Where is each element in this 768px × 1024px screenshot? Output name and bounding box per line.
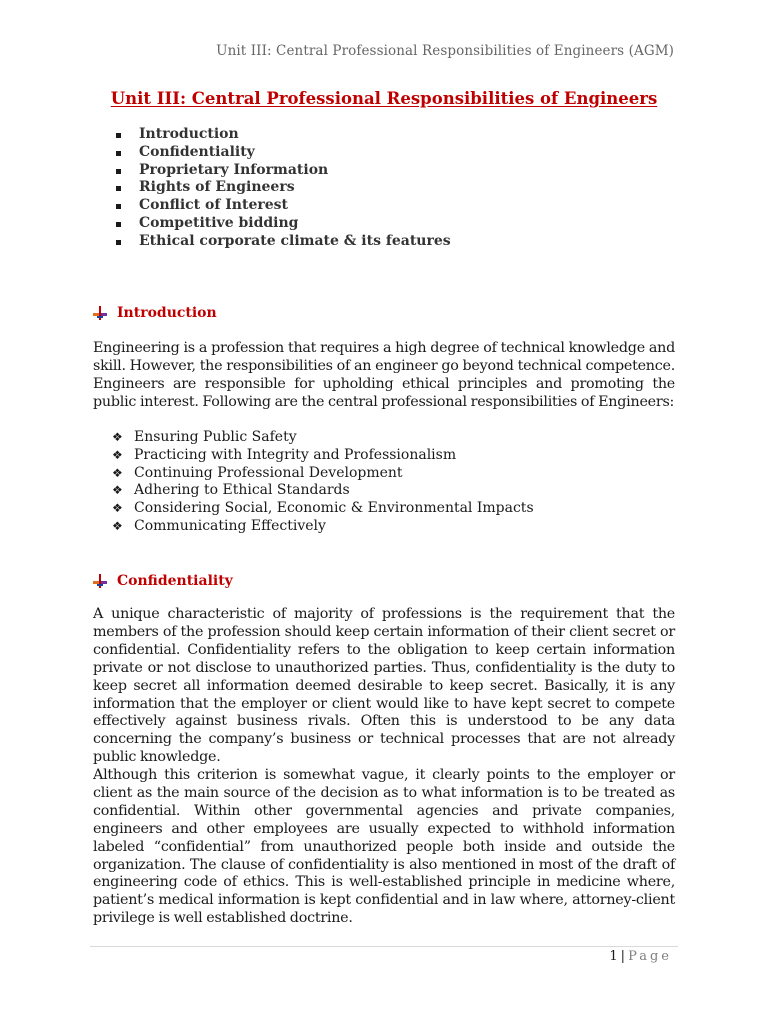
square-bullet-icon bbox=[116, 133, 121, 138]
square-bullet-icon bbox=[116, 151, 121, 156]
square-bullet-icon bbox=[116, 204, 121, 209]
diamond-bullet-icon: ❖ bbox=[112, 430, 123, 444]
square-bullet-icon bbox=[116, 240, 121, 245]
diamond-bullet-icon: ❖ bbox=[112, 518, 123, 533]
diamond-bullet-icon: ❖ bbox=[112, 447, 123, 462]
diamond-bullet-icon: ❖ bbox=[112, 501, 123, 516]
document-title: Unit III: Central Professional Responsibilities of Engineers bbox=[110, 89, 658, 108]
page-footer bbox=[609, 949, 672, 964]
square-bullet-icon bbox=[116, 222, 121, 227]
square-bullet-icon bbox=[116, 169, 121, 174]
square-bullet-icon bbox=[116, 186, 121, 191]
introduction-paragraph: Engineering is a profession that requires a high degree of technical knowledge and skill. However, the responsibilities of an engineer go beyond technical competence. Engineers are responsible for upholding ethical principles and promoting the public interest. Following are the central professional responsibilities of Engineers: bbox=[93, 340, 675, 410]
running-header: Unit III: Central Professional Responsibilities of Engineers (AGM) bbox=[216, 43, 674, 59]
footer-separator: | bbox=[620, 949, 626, 964]
page-number: 1 bbox=[609, 949, 618, 964]
cross-marker-icon bbox=[93, 306, 107, 320]
footer-divider bbox=[90, 946, 678, 947]
cross-marker-icon bbox=[93, 574, 107, 588]
diamond-bullet-icon: ❖ bbox=[112, 483, 123, 498]
page-label: Page bbox=[628, 949, 672, 964]
diamond-bullet-icon: ❖ bbox=[112, 465, 123, 480]
confidentiality-paragraph-1: A unique characteristic of majority of professions is the requirement that the members of the profession should keep certain information of their client secret or confidential. Confidentiality refers to the obligation to keep certain information private or not disclose to unauthorized parties. Thus, confidentiality is the duty to keep secret all information deemed desirable to keep secret. Basically, it is any information that the employer or client would like to have kept secret to compete effectively against business rivals. Often this is understood to be any data concerning the company’s business or technical processes that are not already public knowledge. bbox=[93, 606, 675, 766]
confidentiality-paragraph-2: Although this criterion is somewhat vague, it clearly points to the employer or client as the main source of the decision as to what information is to be treated as confidential. Within other governmental agencies and private companies, engineers and other employees are usually expected to withhold information labeled “confidential” from unauthorized people both inside and outside the organization. The clause of confidentiality is also mentioned in most of the draft of engineering code of ethics. This is well-established principle in medicine where, patient’s medical information is kept confidential and in law where, attorney-client privilege is well established doctrine. bbox=[93, 767, 675, 927]
document-page: Unit III: Central Professional Responsibilities of Engineers (AGM) Unit III: Central Professional Responsibilities of Engineers Introduction Confidentiality Proprietary Information Rights of Engineers Conflict of Interest Competitive bidding Ethical corporate climate & its features Introduction Engineering is a profession that requires a high degree of technical knowledge and skill. However, the responsibilities of an engineer go beyond technical competence. Engineers are responsible for upholding ethical principles and promoting the public interest. Following are the central professional responsibilities of Engineers: ❖ Ensuring Public Safety ❖ Practicing with Integrity and Professionalism ❖ Continuing Professional Development ❖ Adhering to Ethical Standards ❖ Considering Social, Economic & Environmental Impacts ❖ Communicating Effectively Confidentiality A unique characteristic of majority of professions is the requirement that the members of the profession should keep certain information of their client secret or confidential. Confidentiality refers to the obligation to keep certain information private or not disclose to unauthorized parties. Thus, confidentiality is the duty to keep secret all information deemed desirable to keep secret. Basically, it is any information that the employer or client would like to have kept secret to compete effectively against business rivals. Often this is understood to be any data concerning the company’s business or technical processes that are not already public knowledge. Although this criterion is somewhat vague, it clearly points to the employer or client as the main source of the decision as to what information is to be treated as confidential. Within other governmental agencies and private companies, engineers and other employees are usually expected to withhold information labeled “confidential” from unauthorized people both inside and outside the organization. The clause of confidentiality is also mentioned in most of the draft of engineering code of ethics. This is well-established principle in medicine where, patient’s medical information is kept confidential and in law where, attorney-client privilege is well established doctrine. 1 | Page bbox=[0, 0, 768, 1024]
